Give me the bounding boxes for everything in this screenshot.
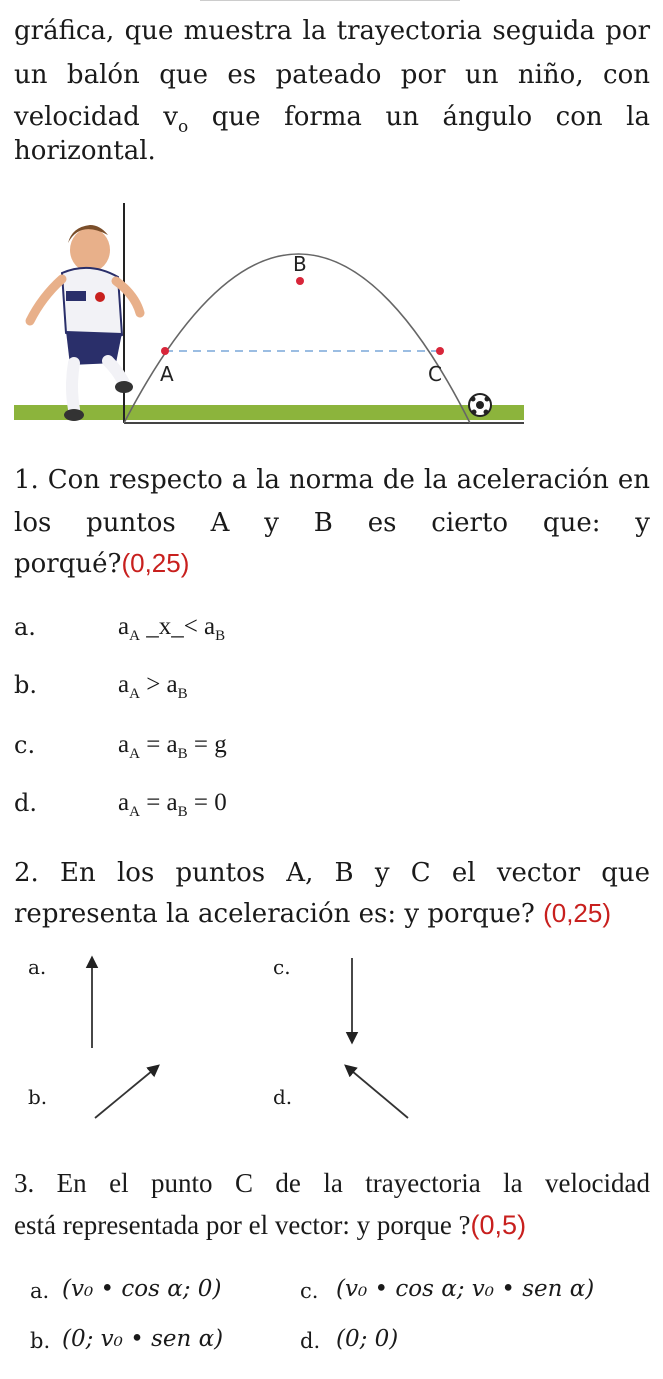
q1-option-letter: a. [14,613,36,641]
q1-line-2: los puntos A y B es cierto que: y [14,508,650,538]
q1-option-pre: a [118,671,130,698]
q3-line-2-text: está representada por el vector: y porque ? [14,1210,471,1240]
intro-velocity-sub: o [177,117,189,137]
q1-option-sub1: A [129,804,140,820]
q1-option-expression [118,612,225,651]
q3-option-a: (v₀ • cos α; 0) [62,1276,222,1302]
q1-option-sub1: A [129,746,140,762]
q1-porque: porqué? [14,549,122,579]
vector-b-diagonal-up-right-icon [95,1066,158,1118]
q3-line-1: 3. En el punto C de la trayectoria la velocidad [14,1168,650,1198]
q1-option-post: = 0 [187,789,227,816]
intro-line-1: gráfica, que muestra la trayectoria seguida por [14,16,650,46]
q1-option-expression [118,670,188,709]
intro-line-2: un balón que es pateado por un niño, con [14,60,650,90]
q3-option-d: (0; 0) [336,1326,399,1352]
q1-option-pre: a [118,731,130,758]
q1-option-letter: d. [14,789,37,817]
q2-option-c-label: c. [273,955,291,979]
intro-line-4: horizontal. [14,136,156,166]
q1-line-1: 1. Con respecto a la norma de la aceleración en [14,465,650,495]
vector-d-diagonal-up-left-icon [346,1066,408,1118]
q3-line-2 [14,1208,650,1242]
q1-option-mid: _x_< a [139,613,216,640]
label-b: B [293,252,307,276]
q1-option-pre: a [118,613,130,640]
ground-strip [14,405,524,420]
soccer-ball-icon [469,394,491,416]
q1-option-pre: a [118,789,130,816]
label-a: A [160,362,174,386]
q1-option-sub1: A [129,628,140,644]
q1-option-sub2: B [177,804,188,820]
trajectory-figure [0,195,663,435]
q3-option-d-letter: d. [300,1329,321,1353]
point-c [436,347,444,355]
point-a [161,347,169,355]
q1-line-3 [14,546,650,581]
q2-option-a-label: a. [28,955,47,979]
q1-option-sub2: B [177,686,188,702]
q2-option-b-label: b. [28,1085,48,1109]
q1-option-sub2: B [215,628,226,644]
q1-option-mid: > a [139,671,178,698]
q1-option-mid: = a [139,731,178,758]
q1-option-post: = g [187,731,227,758]
point-b [296,277,304,285]
q1-option-letter: c. [14,731,36,759]
q3-option-b: (0; v₀ • sen α) [62,1326,224,1352]
q3-option-a-letter: a. [30,1279,50,1303]
top-divider [200,0,460,1]
label-c: C [428,362,442,386]
q1-option-mid: = a [139,789,178,816]
q3-option-c-letter: c. [300,1279,319,1303]
q2-line-2 [14,896,650,931]
q2-line-2-text: representa la aceleración es: y porque? [14,899,544,929]
q1-points: (0,25) [121,548,190,578]
intro-velocity: velocidad v [14,102,178,132]
q2-option-d-label: d. [273,1085,293,1109]
q3-points: (0,5) [470,1210,527,1240]
q3-option-c: (v₀ • cos α; v₀ • sen α) [336,1276,595,1302]
q1-option-sub2: B [177,746,188,762]
q2-line-1: 2. En los puntos A, B y C el vector que [14,858,650,888]
q3-option-b-letter: b. [30,1329,51,1353]
q1-option-letter: b. [14,671,37,699]
q2-points: (0,25) [543,898,611,928]
q1-option-expression [118,730,227,769]
q2-vectors [0,940,663,1140]
q1-option-expression [118,788,227,827]
intro-line-3-rest: que forma un ángulo con la [188,102,650,132]
q1-option-sub1: A [129,686,140,702]
